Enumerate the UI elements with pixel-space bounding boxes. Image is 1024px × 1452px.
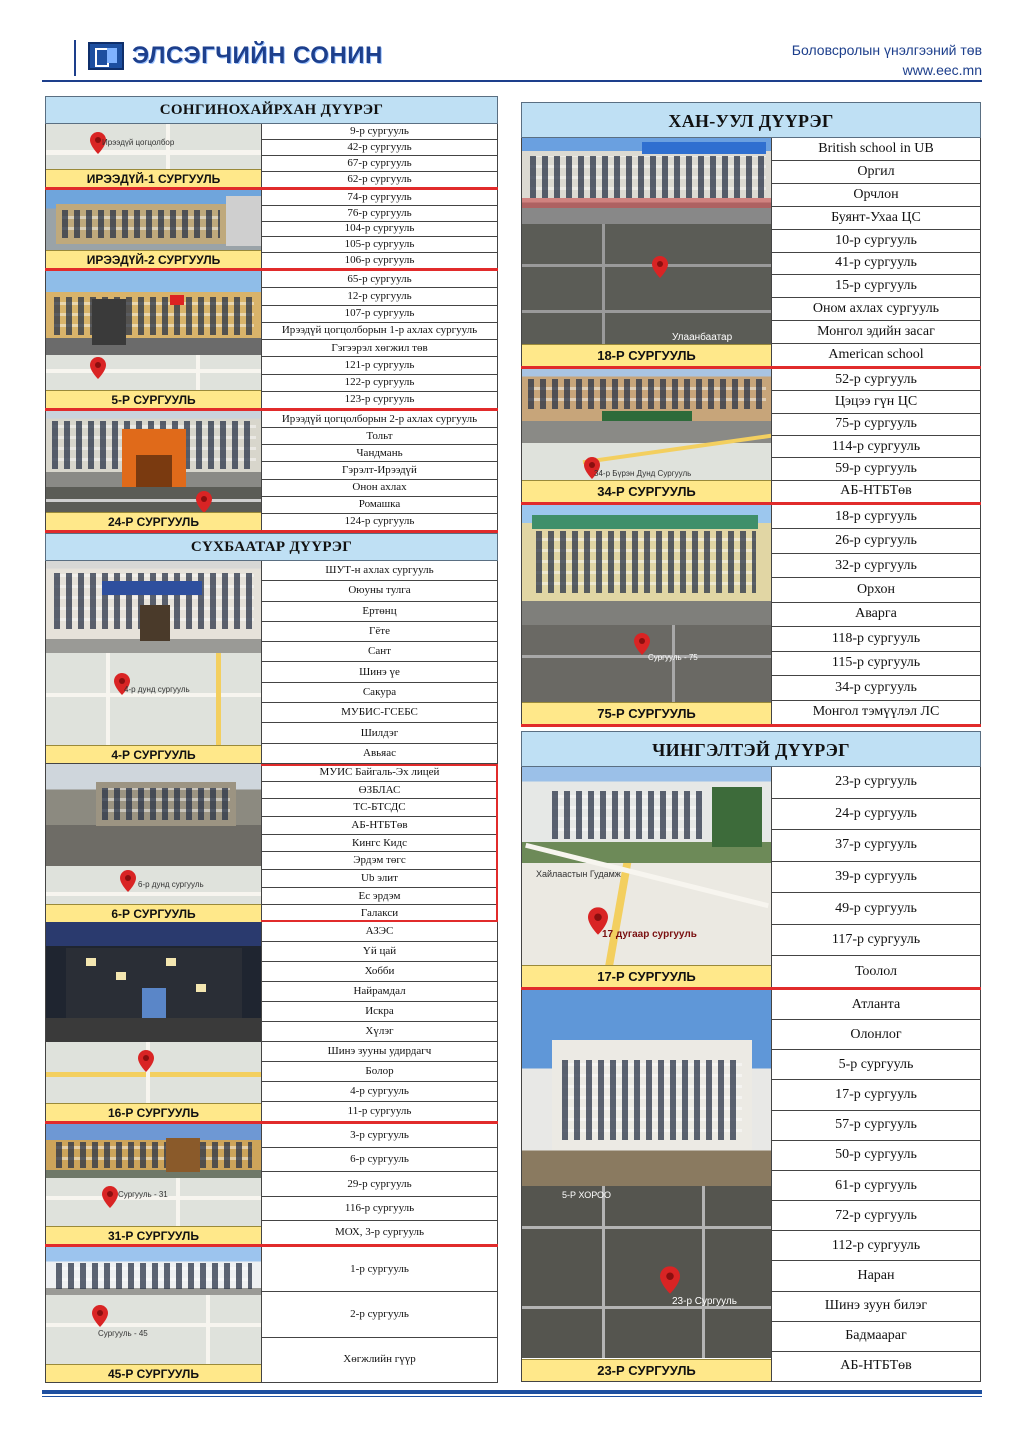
map-pin-icon: [634, 633, 650, 655]
school-media: [45, 561, 261, 763]
list-item: Шинэ зуун билэг: [772, 1292, 980, 1322]
map-label: 34-р Бүрэн Дунд Сургууль: [594, 469, 692, 478]
school-media: [45, 124, 261, 187]
list-item: 76-р сургууль: [262, 206, 497, 222]
list-item: МОХ, 3-р сургууль: [335, 1225, 424, 1238]
school-block-5: [45, 271, 498, 411]
list-item: Цэцээ гүн ЦС: [772, 391, 980, 413]
map-label: 23-р Сургууль: [672, 1296, 737, 1307]
map-street-label: Хайлаастын Гудамж: [536, 869, 621, 879]
map-pin-icon: [102, 1186, 118, 1208]
school-block-4: [45, 561, 498, 764]
list-item: Ub элит: [262, 870, 497, 888]
list-item: 4-р сургууль: [262, 1082, 497, 1102]
list-item: 67-р сургууль: [262, 156, 497, 172]
school-media: [45, 764, 261, 922]
list-item: Орхон: [772, 578, 980, 602]
district-title-chingeltei: ЧИНГЭЛТЭЙ ДҮҮРЭГ: [521, 731, 981, 767]
school-map: [522, 1186, 771, 1358]
list-item: Гёте: [262, 622, 497, 642]
school-block-17: [521, 767, 981, 990]
school-list: [771, 369, 981, 502]
list-item: Оюуны тулга: [262, 581, 497, 601]
list-item: 65-р сургууль: [262, 271, 497, 288]
list-item: 1-р сургууль: [262, 1247, 497, 1292]
map-label: Ирээдүй цогцолбор: [102, 138, 175, 147]
school-caption: 18-Р СУРГУУЛЬ: [522, 344, 771, 366]
list-item: ӨЗБЛАС: [262, 782, 497, 800]
list-item: Монгол тэмүүлэл ЛС: [812, 704, 940, 720]
list-item: 12-р сургууль: [262, 288, 497, 305]
organization-website[interactable]: www.eec.mn: [902, 62, 982, 78]
organization-name: Боловсролын үнэлгээний төв: [791, 42, 982, 58]
list-item: Олонлог: [772, 1020, 980, 1050]
list-item: Ирээдүй цогцолборын 2-р ахлах сургууль: [262, 411, 497, 428]
list-item: 117-р сургууль: [772, 925, 980, 957]
list-item: 121-р сургууль: [262, 357, 497, 374]
school-block-75: [521, 505, 981, 727]
list-item: Оргил: [772, 161, 980, 184]
map-pin-icon: [120, 870, 136, 892]
school-media: [521, 505, 771, 724]
school-list: [261, 124, 498, 187]
list-item: Гэрэлт-Ирээдүй: [262, 462, 497, 479]
school-list: [261, 1247, 498, 1382]
list-item: 34-р сургууль: [772, 676, 980, 700]
list-item: Шинэ үе: [262, 662, 497, 682]
list-item: Хүлэг: [262, 1022, 497, 1042]
school-list: [261, 271, 498, 408]
list-item: 62-р сургууль: [347, 173, 412, 185]
list-item: 37-р сургууль: [772, 830, 980, 862]
list-item: Эрдэм төгс: [262, 852, 497, 870]
list-item: 124-р сургууль: [344, 515, 415, 528]
list-item: 107-р сургууль: [262, 306, 497, 323]
school-caption: 31-Р СУРГУУЛЬ: [46, 1226, 261, 1244]
list-item: 23-р сургууль: [772, 767, 980, 799]
school-list: [261, 411, 498, 530]
list-item: 2-р сургууль: [262, 1292, 497, 1337]
school-map: [46, 1295, 261, 1365]
list-item: МУИС Байгаль-Эх лицей: [262, 764, 497, 782]
list-item: Гэгээрэл хөгжил төв: [262, 340, 497, 357]
school-list: [261, 561, 498, 763]
school-photo: [46, 1247, 261, 1295]
school-map: [522, 625, 771, 705]
school-block-irreedui-2: [45, 190, 498, 271]
school-media: [45, 271, 261, 408]
list-item: Тоолол: [854, 963, 898, 979]
school-list: [261, 764, 498, 922]
school-map: [46, 355, 261, 393]
school-map: [522, 224, 771, 347]
list-item: 29-р сургууль: [262, 1172, 497, 1196]
header-divider: [42, 80, 982, 82]
school-map: [46, 1042, 261, 1106]
list-item: Аварга: [772, 603, 980, 627]
list-item: Сакура: [262, 683, 497, 703]
school-media: [45, 922, 261, 1121]
list-item: 57-р сургууль: [772, 1111, 980, 1141]
list-item: Бадмаараг: [772, 1322, 980, 1352]
school-block-irreedui-1: [45, 124, 498, 190]
school-block-23: [521, 990, 981, 1382]
list-item: ТС-БТСДС: [262, 799, 497, 817]
school-photo: [46, 1124, 261, 1178]
school-photo: [46, 271, 261, 355]
list-item: 122-р сургууль: [262, 375, 497, 392]
list-item: Найрамдал: [262, 982, 497, 1002]
school-caption: 17-Р СУРГУУЛЬ: [522, 965, 771, 987]
school-media: [45, 411, 261, 530]
map-label: Сургууль - 45: [98, 1329, 148, 1338]
list-item: 11-р сургууль: [347, 1105, 412, 1117]
school-media: [45, 190, 261, 268]
header-accent-bar: [74, 40, 76, 76]
list-item: Орчлон: [772, 184, 980, 207]
list-item: Ертөнц: [262, 602, 497, 622]
list-item: 112-р сургууль: [772, 1231, 980, 1261]
list-item: 74-р сургууль: [262, 190, 497, 206]
school-block-18: [521, 138, 981, 369]
list-item: 26-р сургууль: [772, 529, 980, 553]
newspaper-logo-icon: [88, 42, 124, 70]
list-item: АБ-НТБТөв: [840, 483, 912, 499]
school-map: [46, 124, 261, 172]
map-label: 17 дугаар сургууль: [602, 929, 697, 940]
list-item: Монгол эдийн засаг: [772, 321, 980, 344]
map-label: 6-р дунд сургууль: [138, 880, 204, 889]
list-item: 115-р сургууль: [772, 652, 980, 676]
school-photo: [522, 505, 771, 625]
list-item: 118-р сургууль: [772, 627, 980, 651]
school-list: [261, 922, 498, 1121]
school-block-24: [45, 411, 498, 533]
footer-divider-thin: [42, 1396, 982, 1397]
district-title-khan-uul: ХАН-УУЛ ДҮҮРЭГ: [521, 102, 981, 138]
school-map: [46, 866, 261, 904]
list-item: Атланта: [772, 990, 980, 1020]
school-block-34: [521, 369, 981, 505]
school-caption: 24-Р СУРГУУЛЬ: [46, 512, 261, 530]
map-pin-icon: [138, 1050, 154, 1072]
list-item: Хөгжлийн гүүр: [343, 1353, 416, 1366]
list-item: Галакси: [360, 907, 399, 920]
list-item: Авьяас: [363, 746, 396, 759]
map-pin-icon: [92, 1305, 108, 1327]
list-item: 39-р сургууль: [772, 862, 980, 894]
school-media: [521, 138, 771, 366]
list-item: Шинэ зууны удирдагч: [262, 1042, 497, 1062]
school-list: [771, 138, 981, 366]
list-item: Ес эрдэм: [262, 888, 497, 906]
left-column: [45, 96, 498, 1383]
school-block-6: [45, 764, 498, 922]
list-item: Искра: [262, 1002, 497, 1022]
school-media: [45, 1124, 261, 1244]
page-header: [0, 0, 1024, 92]
list-item: 49-р сургууль: [772, 893, 980, 925]
map-label: Сургууль - 75: [648, 653, 698, 662]
list-item: Сант: [262, 642, 497, 662]
school-list: [261, 190, 498, 268]
list-item: Буянт-Ухаа ЦС: [772, 207, 980, 230]
list-item: Кингс Кидс: [262, 835, 497, 853]
list-item: Ромашка: [262, 497, 497, 514]
school-caption: 34-Р СУРГУУЛЬ: [522, 480, 771, 502]
school-photo: [46, 922, 261, 1042]
school-media: [521, 369, 771, 502]
map-label: 4-р дунд сургууль: [124, 685, 190, 694]
list-item: АБ-НТБТөв: [840, 1358, 912, 1374]
district-title-songinokhairkhan: СОНГИНОХАЙРХАН ДҮҮРЭГ: [45, 96, 498, 124]
list-item: American school: [828, 347, 924, 363]
list-item: 24-р сургууль: [772, 799, 980, 831]
map-pin-icon: [652, 256, 668, 278]
school-caption: 4-Р СУРГУУЛЬ: [46, 745, 261, 763]
school-media: [45, 1247, 261, 1382]
list-item: 123-р сургууль: [344, 393, 415, 406]
publication-brand: [78, 42, 383, 70]
school-caption: ИРЭЭДҮЙ-2 СУРГУУЛЬ: [46, 250, 261, 268]
school-block-16: [45, 922, 498, 1124]
school-map: [522, 863, 771, 968]
list-item: 6-р сургууль: [262, 1148, 497, 1172]
map-pin-icon: [90, 357, 106, 379]
list-item: 10-р сургууль: [772, 230, 980, 253]
school-photo: [46, 561, 261, 653]
list-item: Шилдэг: [262, 723, 497, 743]
list-item: ШУТ-н ахлах сургууль: [262, 561, 497, 581]
list-item: 42-р сургууль: [262, 140, 497, 156]
list-item: Тольт: [262, 428, 497, 445]
school-media: [521, 767, 771, 987]
list-item: Чандмань: [262, 445, 497, 462]
list-item: 17-р сургууль: [772, 1080, 980, 1110]
school-caption: 5-Р СУРГУУЛЬ: [46, 390, 261, 408]
list-item: 106-р сургууль: [344, 254, 415, 267]
list-item: 72-р сургууль: [772, 1201, 980, 1231]
list-item: 52-р сургууль: [772, 369, 980, 391]
list-item: Оном ахлах сургууль: [772, 298, 980, 321]
list-item: АБ-НТБТөв: [262, 817, 497, 835]
school-photo: [46, 764, 261, 866]
list-item: 75-р сургууль: [772, 414, 980, 436]
list-item: 15-р сургууль: [772, 275, 980, 298]
district-title-sukhbaatar: СҮХБААТАР ДҮҮРЭГ: [45, 533, 498, 561]
list-item: Болор: [262, 1062, 497, 1082]
school-caption: 23-Р СУРГУУЛЬ: [522, 1359, 771, 1381]
list-item: 32-р сургууль: [772, 554, 980, 578]
list-item: 5-р сургууль: [772, 1050, 980, 1080]
list-item: Үй цай: [262, 942, 497, 962]
list-item: 3-р сургууль: [262, 1124, 497, 1148]
school-photo: [522, 138, 771, 224]
list-item: АЗЭС: [262, 922, 497, 942]
map-pin-icon: [196, 491, 212, 513]
school-caption: ИРЭЭДҮЙ-1 СУРГУУЛЬ: [46, 169, 261, 187]
map-label: Улаанбаатар: [672, 332, 733, 343]
list-item: Ирээдүй цогцолборын 1-р ахлах сургууль: [262, 323, 497, 340]
school-caption: 45-Р СУРГУУЛЬ: [46, 1364, 261, 1382]
list-item: 61-р сургууль: [772, 1171, 980, 1201]
school-media: [521, 990, 771, 1381]
footer-divider: [42, 1390, 982, 1394]
school-list: [771, 767, 981, 987]
map-area-label: 5-Р ХОРОО: [562, 1190, 612, 1200]
school-block-45: [45, 1247, 498, 1383]
school-caption: 6-Р СУРГУУЛЬ: [46, 904, 261, 922]
school-photo: [522, 767, 771, 863]
school-map: [46, 1178, 261, 1229]
map-pin-icon: [660, 1266, 680, 1294]
list-item: МУБИС-ГСЕБС: [262, 703, 497, 723]
school-list: [771, 505, 981, 724]
list-item: Наран: [772, 1261, 980, 1291]
school-caption: 16-Р СУРГУУЛЬ: [46, 1103, 261, 1121]
list-item: 116-р сургууль: [262, 1197, 497, 1221]
list-item: British school in UB: [772, 138, 980, 161]
organization-block: [792, 40, 982, 80]
school-block-31: [45, 1124, 498, 1247]
publication-name: ЭЛСЭГЧИЙН СОНИН: [132, 42, 383, 69]
list-item: 105-р сургууль: [262, 237, 497, 253]
list-item: 50-р сургууль: [772, 1141, 980, 1171]
school-list: [771, 990, 981, 1381]
school-map: [46, 653, 261, 746]
list-item: Хобби: [262, 962, 497, 982]
school-list: [261, 1124, 498, 1244]
list-item: 9-р сургууль: [262, 124, 497, 140]
list-item: 59-р сургууль: [772, 458, 980, 480]
school-photo: [46, 190, 261, 252]
school-photo: [522, 990, 771, 1186]
right-column: [521, 102, 981, 1382]
list-item: 104-р сургууль: [262, 222, 497, 238]
map-label: Сургууль - 31: [118, 1190, 168, 1199]
list-item: Онон ахлах: [262, 480, 497, 497]
school-photo: [46, 411, 261, 487]
school-photo: [522, 369, 771, 443]
list-item: 114-р сургууль: [772, 436, 980, 458]
list-item: 41-р сургууль: [772, 253, 980, 276]
list-item: 18-р сургууль: [772, 505, 980, 529]
school-caption: 75-Р СУРГУУЛЬ: [522, 702, 771, 724]
